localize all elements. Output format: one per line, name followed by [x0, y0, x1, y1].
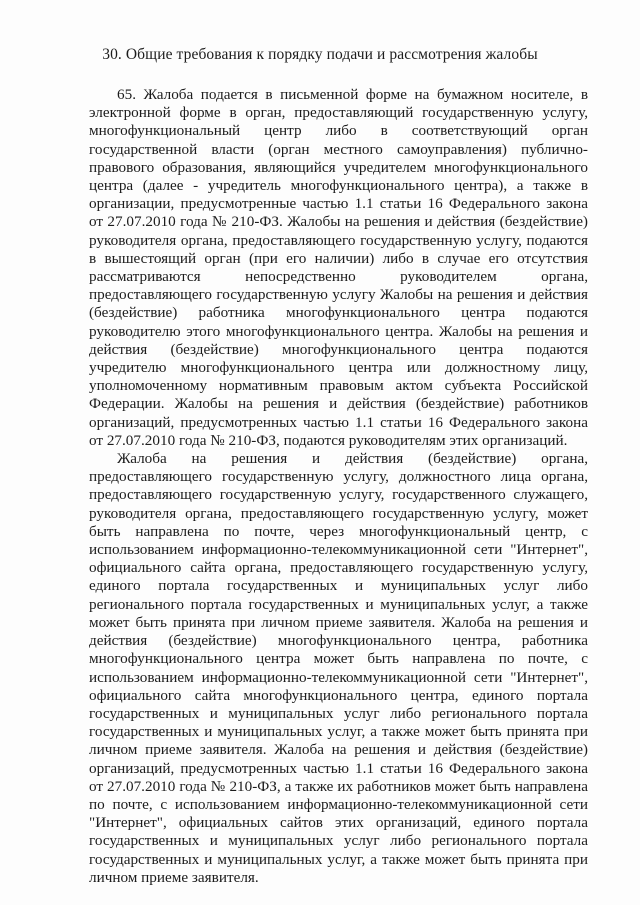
section-heading: 30. Общие требования к порядку подачи и рассмотрения жалобы [102, 46, 538, 63]
paragraph-complaint-channels: Жалоба на решения и действия (бездействие) органа, предоставляющего государственную услугу, должностного лица органа, предоставляющего государственную услугу, государственного служащего, руководителя органа, предоставляющего государственную услугу, может быть направлена по почте, через многофункциональный центр, с использованием информационно-телекоммуникационной сети "Интернет", официального сайта органа, предоставляющего государственную услугу, единого портала государственных и муниципальных услуг либо регионального портала государственных и муниципальных услуг, а также может быть принята при личном приеме заявителя. Жалоба на решения и действия (бездействие) многофункционального центра, работника многофункционального центра может быть направлена по почте, с использованием информационно-телекоммуникационной сети "Интернет", официального сайта многофункционального центра, единого портала государственных и муниципальных услуг либо регионального портала государственных и муниципальных услуг, а также может быть принята при личном приеме заявителя. Жалоба на решения и действия (бездействие) организаций, предусмотренных частью 1.1 статьи 16 Федерального закона от 27.07.2010 года № 210-ФЗ, а также их работников может быть направлена по почте, с использованием информационно-телекоммуникационной сети "Интернет", официальных сайтов этих организаций, единого портала государственных и муниципальных услуг либо регионального портала государственных и муниципальных услуг, а также может быть принята при личном приеме заявителя. [89, 450, 588, 886]
paragraph-65: 65. Жалоба подается в письменной форме на бумажном носителе, в электронной форме в орган, предоставляющий государственную услугу, многофункциональный центр либо в соответствующий орган государственной власти (орган местного самоуправления) публично-правового образования, являющийся учредителем многофункционального центра (далее - учредитель многофункционального центра), а также в организации, предусмотренные частью 1.1 статьи 16 Федерального закона от 27.07.2010 года № 210-ФЗ. Жалобы на решения и действия (бездействие) руководителя органа, предоставляющего государственную услугу, подаются в вышестоящий орган (при его наличии) либо в случае его отсутствия рассматриваются непосредственно руководителем органа, предоставляющего государственную услугу Жалобы на решения и действия (бездействие) работника многофункционального центра подаются руководителю этого многофункционального центра. Жалобы на решения и действия (бездействие) многофункционального центра подаются учредителю многофункционального центра или должностному лицу, уполномоченному нормативным правовым актом субъекта Российской Федерации. Жалобы на решения и действия (бездействие) работников организаций, предусмотренных частью 1.1 статьи 16 Федерального закона от 27.07.2010 года № 210-ФЗ, подаются руководителям этих организаций. [89, 86, 588, 449]
document-body [89, 86, 588, 887]
